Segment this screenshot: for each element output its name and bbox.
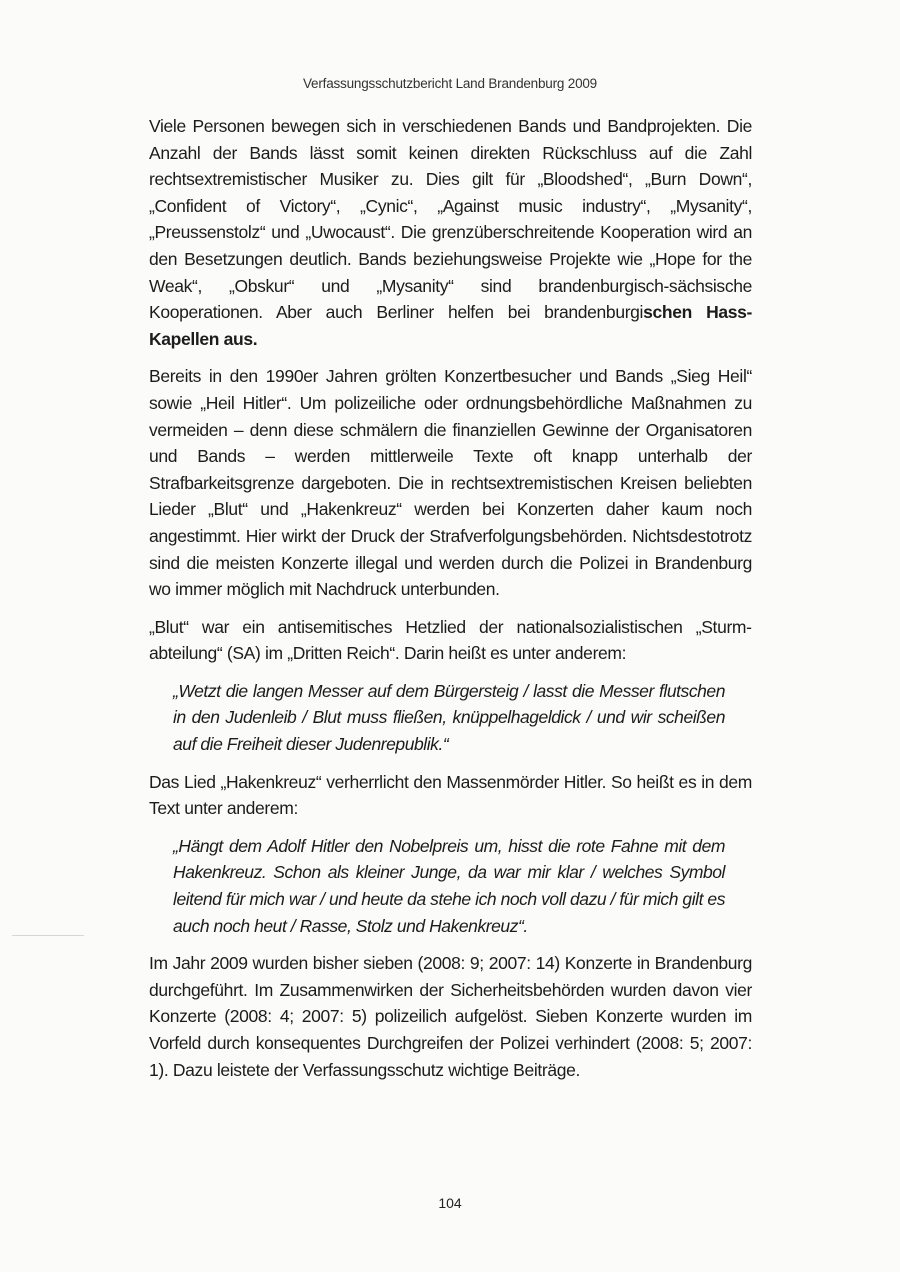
running-header: Verfassungsschutzbericht Land Brandenburg 2009: [302, 76, 597, 91]
paragraph-blut-intro: „Blut“ war ein antisemitisches Hetzlied der nationalsozialistischen „Sturmabteilung“ (SA) im „Dritten Reich“. Darin heißt es unter anderem:: [149, 616, 752, 664]
paragraph-concerts-history: Bereits in den 1990er Jahren grölten Konzertbesucher und Bands „Sieg Heil“ sowie „Heil Hitler“. Um polizeiliche oder ordnungsbehördliche Maßnahmen zu vermeiden – denn diese schmälern die finanziellen Gewinne der Organisatoren und Bands – werden mittlerweile Texte oft knapp unterhalb der Strafbarkeitsgrenze dargeboten. Die in rechtsextremistischen Kreisen beliebten Lieder „Blut“ und „Hakenkreuz“ werden bei Konzerten daher kaum noch angestimmt. Hier wirkt der Druck der Strafverfolgungsbehörden. Nichtsdestotrotz sind die meisten Konzerte illegal und werden durch die Polizei in Brandenburg wo immer möglich mit Nachdruck unterbunden.: [149, 366, 752, 600]
paragraph-bands: [149, 113, 752, 352]
main-text: [149, 113, 752, 1094]
paragraph-bands-ending: schen Hass-Kapellen aus.: [149, 302, 752, 349]
paragraph-hakenkreuz-intro: Das Lied „Hakenkreuz“ verherrlicht den Massenmörder Hitler. So heißt es in dem Text unter anderem:: [149, 771, 752, 819]
quote-hakenkreuz-lyrics: „Hängt dem Adolf Hitler den Nobelpreis um, hisst die rote Fahne mit dem Hakenkreuz. Schon als kleiner Junge, da war mir klar / welches Symbol leitend für mich war / und heute da stehe ich noch voll dazu / für mich gilt es auch noch heut / Rasse, Stolz und Hakenkreuz“.: [173, 835, 725, 936]
paragraph-concerts-2009: Im Jahr 2009 wurden bisher sieben (2008: 9; 2007: 14) Konzerte in Brandenburg durchgeführt. Im Zusammenwirken der Sicherheitsbehörden wurden davon vier Konzerte (2008: 4; 2007: 5) polizeilich aufgelöst. Sieben Konzerte wurden im Vorfeld durch konsequentes Durchgreifen der Polizei verhindert (2008: 5; 2007: 1). Dazu leistete der Verfassungsschutz wichtige Beiträge.: [149, 953, 752, 1080]
page-number: 104: [438, 1195, 462, 1211]
paragraph-bands-text: Viele Personen bewegen sich in verschiedenen Bands und Bandprojekten. Die Anzahl der Bands lässt somit keinen direkten Rückschluss auf die Zahl rechtsextremistischer Musiker zu. Dies gilt für „Bloodshed“, „Burn Down“, „Confident of Victory“, „Cynic“, „Against music industry“, „Mysanity“, „Preussenstolz“ und „Uwocaust“. Die grenzüberschreitende Kooperation wird an den Besetzungen deutlich. Bands beziehungsweise Projekte wie „Hope for the Weak“, „Obskur“ und „Mysanity“ sind brandenburgisch-sächsische Kooperationen. Aber auch Berliner helfen bei brandenburgi: [149, 116, 752, 323]
quote-blut-lyrics: „Wetzt die langen Messer auf dem Bürgersteig / lasst die Messer flutschen in den Judenleib / Blut muss fließen, knüppelhageldick / und wir scheißen auf die Freiheit dieser Judenrepublik.“: [173, 680, 725, 755]
margin-divider: [12, 935, 84, 936]
